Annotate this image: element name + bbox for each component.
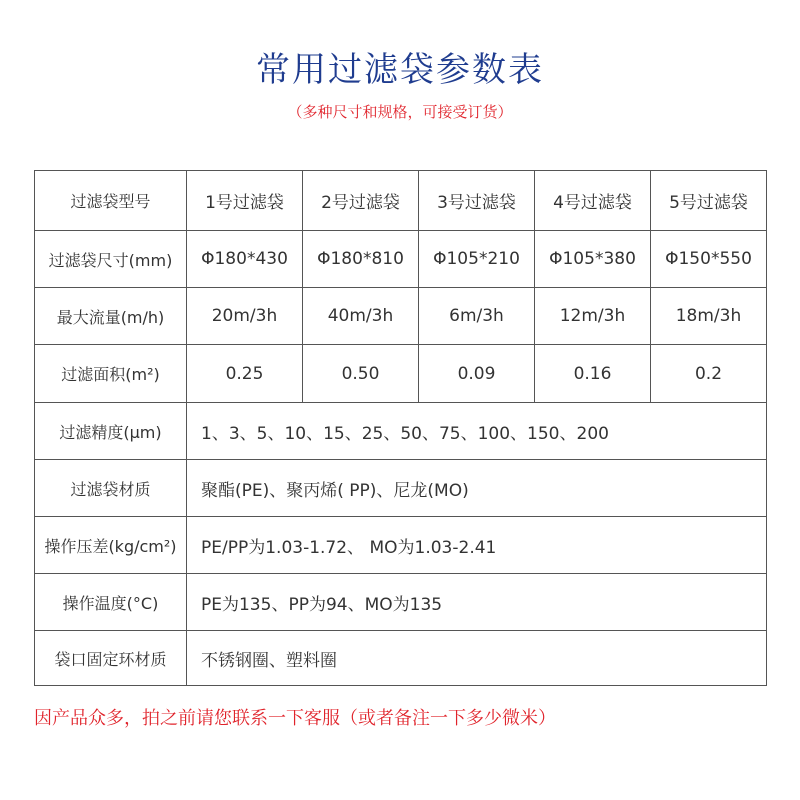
temperature-value: PE为135、PP为94、MO为135 [187, 574, 767, 631]
ring-value: 不锈钢圈、塑料圈 [187, 631, 767, 686]
precision-label: 过滤精度(μm) [35, 403, 187, 460]
size-4: Φ105*380 [535, 231, 651, 288]
filter-bag-spec-table [34, 170, 767, 686]
table-row-flow [35, 288, 767, 345]
area-4: 0.16 [535, 345, 651, 403]
material-label: 过滤袋材质 [35, 460, 187, 517]
table-row-precision [35, 403, 767, 460]
precision-value: 1、3、5、10、15、25、50、75、100、150、200 [187, 403, 767, 460]
area-3: 0.09 [419, 345, 535, 403]
flow-2: 40m/3h [303, 288, 419, 345]
model-5: 5号过滤袋 [651, 171, 767, 231]
flow-label: 最大流量(m/h) [35, 288, 187, 345]
area-label: 过滤面积(m²) [35, 345, 187, 403]
size-3: Φ105*210 [419, 231, 535, 288]
table-row-size [35, 231, 767, 288]
table-row-ring [35, 631, 767, 686]
size-5: Φ150*550 [651, 231, 767, 288]
area-1: 0.25 [187, 345, 303, 403]
material-value: 聚酯(PE)、聚丙烯( PP)、尼龙(MO) [187, 460, 767, 517]
flow-3: 6m/3h [419, 288, 535, 345]
model-3: 3号过滤袋 [419, 171, 535, 231]
table-row-material [35, 460, 767, 517]
flow-5: 18m/3h [651, 288, 767, 345]
size-1: Φ180*430 [187, 231, 303, 288]
pressure-value: PE/PP为1.03-1.72、 MO为1.03-2.41 [187, 517, 767, 574]
size-2: Φ180*810 [303, 231, 419, 288]
temperature-label: 操作温度(°C) [35, 574, 187, 631]
model-1: 1号过滤袋 [187, 171, 303, 231]
table-row-area [35, 345, 767, 403]
flow-1: 20m/3h [187, 288, 303, 345]
footer-notice: 因产品众多，拍之前请您联系一下客服（或者备注一下多少微米） [34, 708, 556, 729]
model-4: 4号过滤袋 [535, 171, 651, 231]
flow-4: 12m/3h [535, 288, 651, 345]
table-row-pressure [35, 517, 767, 574]
area-2: 0.50 [303, 345, 419, 403]
size-label: 过滤袋尺寸(mm) [35, 231, 187, 288]
model-2: 2号过滤袋 [303, 171, 419, 231]
ring-label: 袋口固定环材质 [35, 631, 187, 686]
table-row-model [35, 171, 767, 231]
page-title: 常用过滤袋参数表 [256, 50, 544, 90]
area-5: 0.2 [651, 345, 767, 403]
table-row-temperature [35, 574, 767, 631]
pressure-label: 操作压差(kg/cm²) [35, 517, 187, 574]
model-label: 过滤袋型号 [35, 171, 187, 231]
page-subtitle: （多种尺寸和规格，可接受订货） [287, 103, 513, 121]
